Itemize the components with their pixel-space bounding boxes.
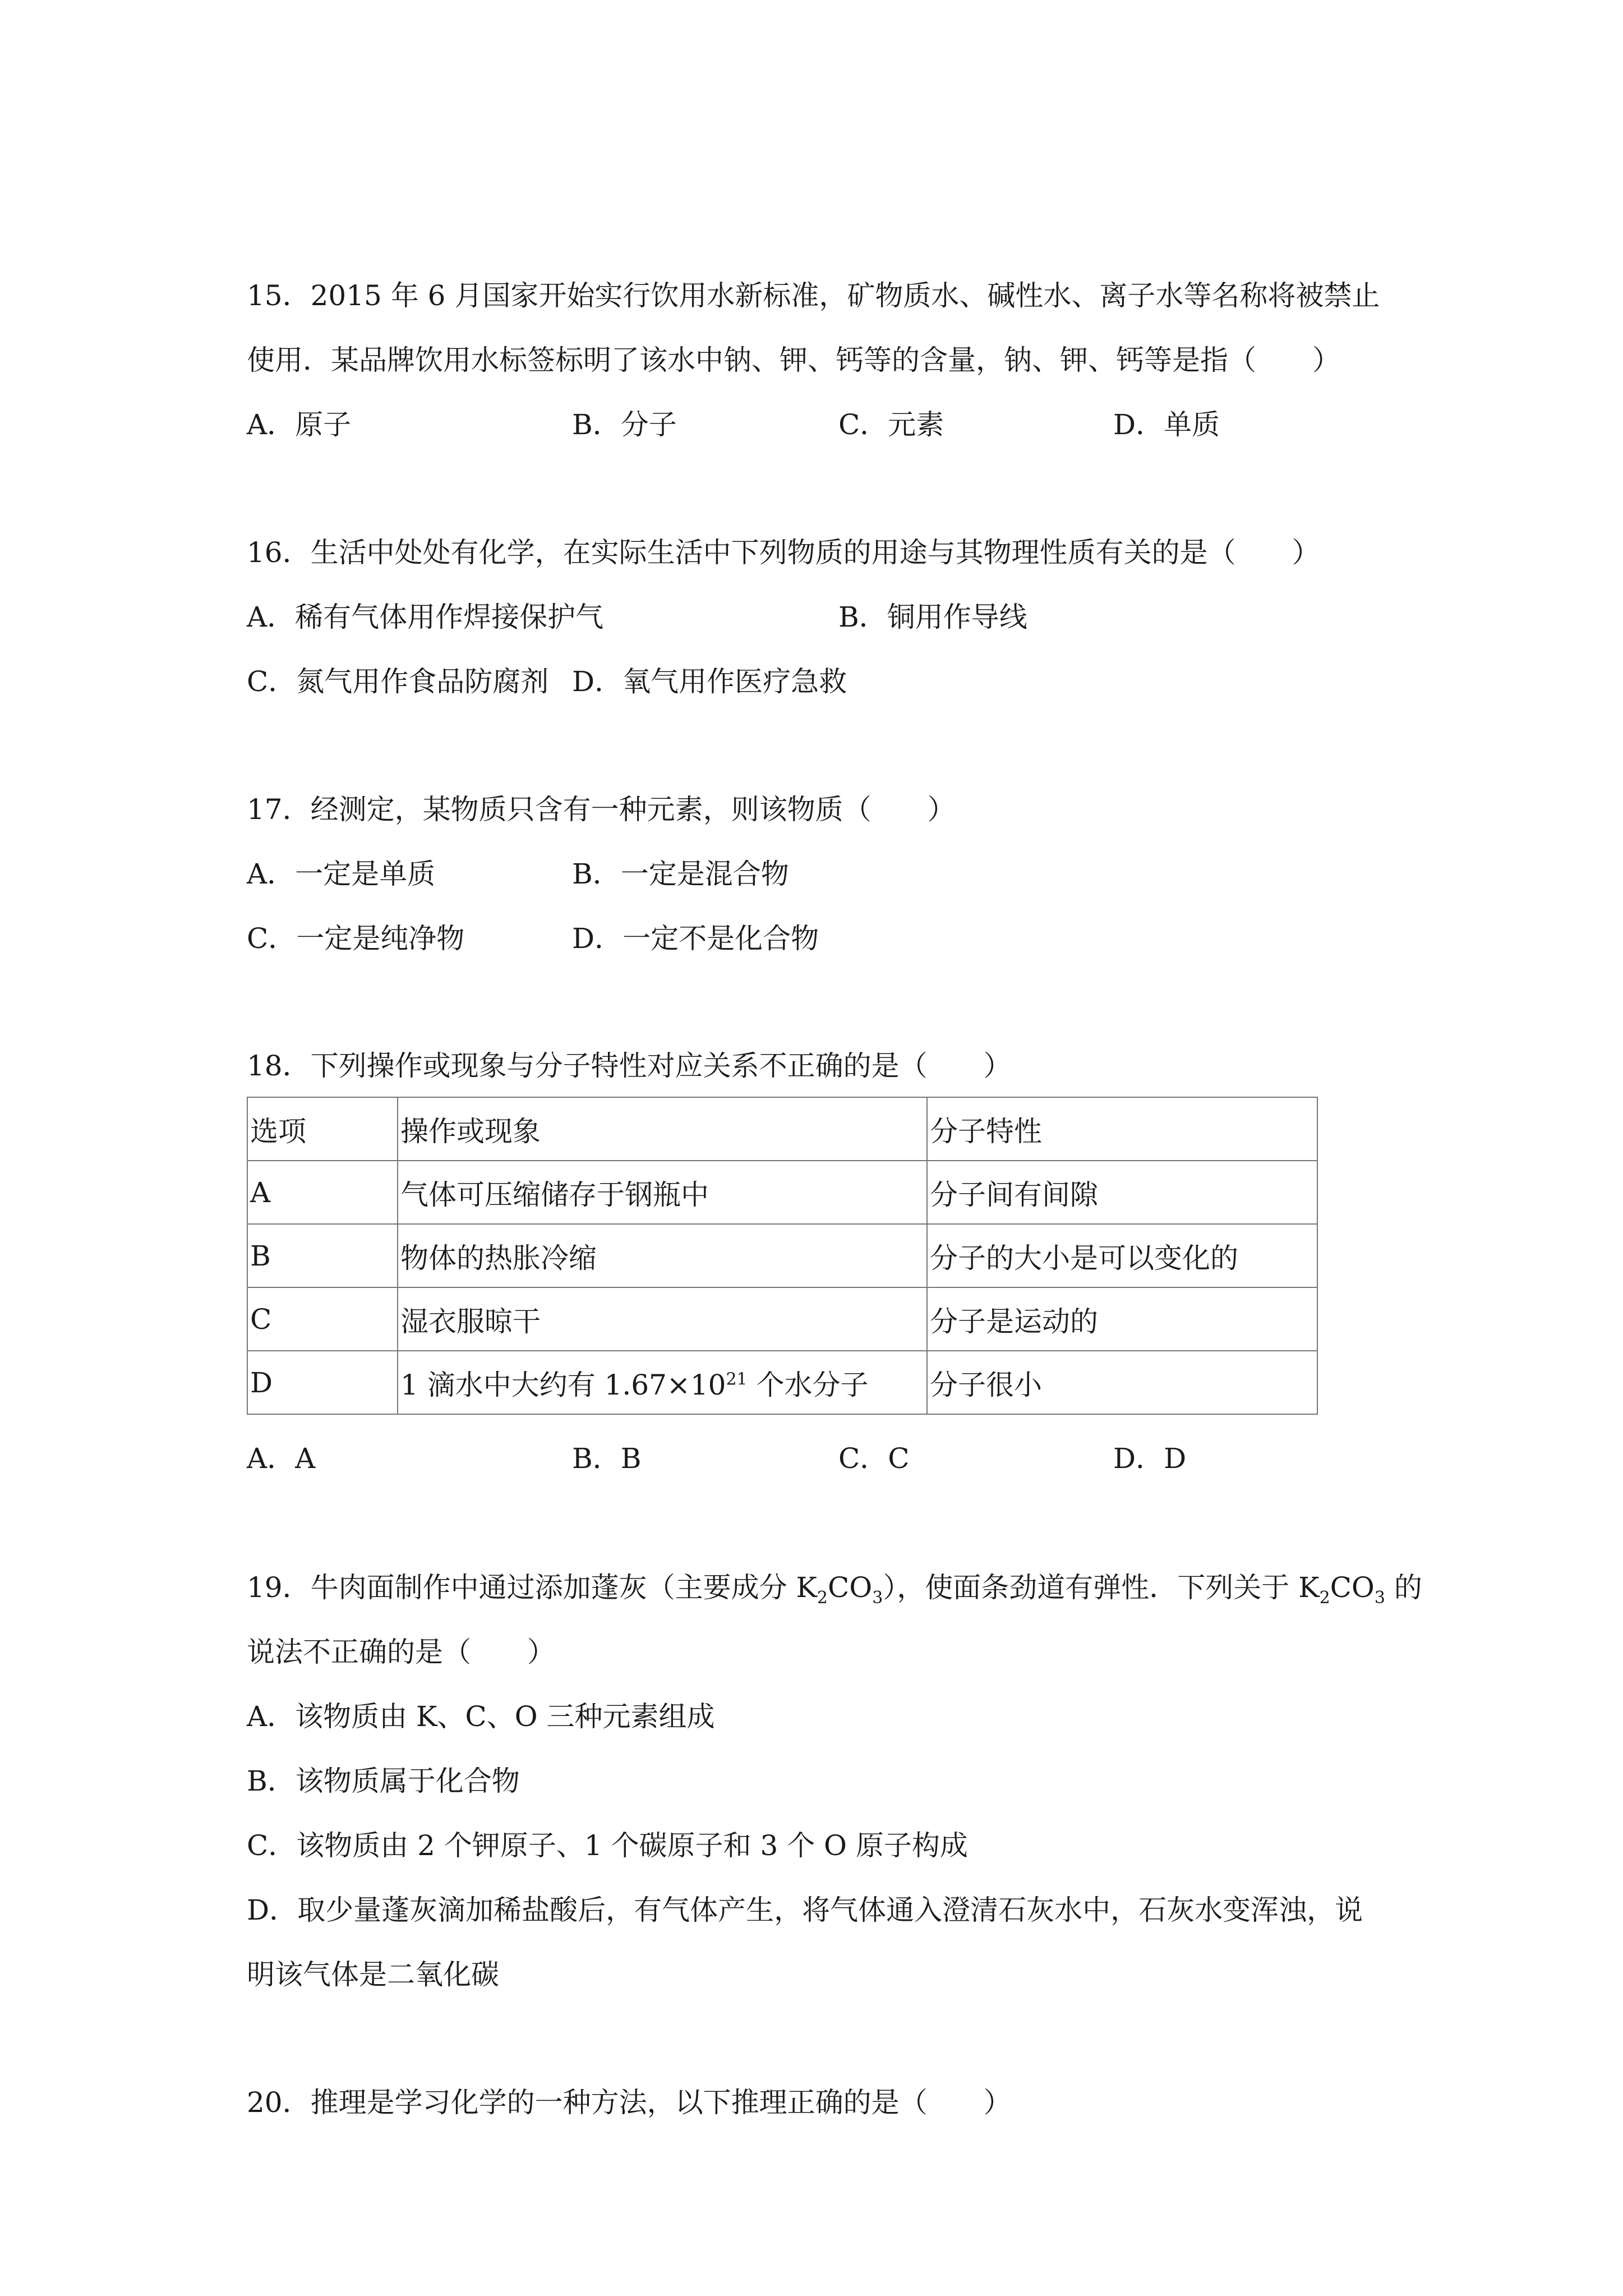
table-cell: 物体的热胀冷缩 <box>398 1224 927 1287</box>
q19-option-a: A．该物质由 K、C、O 三种元素组成 <box>247 1700 715 1733</box>
stem-text: 19．牛肉面制作中通过添加蓬灰（主要成分 K <box>247 1571 817 1604</box>
stem-text: ），使面条劲道有弹性．下列关于 K <box>883 1571 1320 1604</box>
q15-option-b: B．分子 <box>572 408 677 441</box>
q18-stem: 18．下列操作或现象与分子特性对应关系不正确的是（ ） <box>247 1050 1012 1082</box>
table-cell: C <box>247 1287 398 1351</box>
q18-table <box>247 1097 1318 1415</box>
q17-option-b: B．一定是混合物 <box>572 858 789 890</box>
table-header-cell: 操作或现象 <box>398 1097 927 1161</box>
table-row <box>247 1161 1317 1224</box>
q18-option-c: C．C <box>838 1442 910 1475</box>
q18-option-b: B．B <box>572 1442 642 1475</box>
q17-option-a: A．一定是单质 <box>247 858 436 890</box>
q19-option-d-line2: 明该气体是二氧化碳 <box>247 1958 499 1991</box>
subscript: 3 <box>1374 1588 1385 1608</box>
stem-text: CO <box>1330 1571 1375 1604</box>
q16-option-a: A．稀有气体用作焊接保护气 <box>247 601 604 633</box>
table-row <box>247 1351 1317 1414</box>
q17-option-c: C．一定是纯净物 <box>247 922 465 955</box>
table-header-row <box>247 1097 1317 1161</box>
subscript: 2 <box>817 1588 828 1608</box>
table-cell: 分子的大小是可以变化的 <box>927 1224 1317 1287</box>
q15-option-c: C．元素 <box>838 408 944 441</box>
q15-stem-line1: 15．2015 年 6 月国家开始实行饮用水新标准，矿物质水、碱性水、离子水等名称将被禁止 <box>247 279 1380 312</box>
table-cell: 分子是运动的 <box>927 1287 1317 1351</box>
q15-option-d: D．单质 <box>1113 408 1220 441</box>
q16-option-b: B．铜用作导线 <box>838 601 1027 633</box>
q20-stem: 20．推理是学习化学的一种方法，以下推理正确的是（ ） <box>247 2086 1012 2119</box>
q19-option-c: C．该物质由 2 个钾原子、1 个碳原子和 3 个 O 原子构成 <box>247 1829 968 1862</box>
table-cell: D <box>247 1351 398 1414</box>
q15-option-a: A．原子 <box>247 408 352 441</box>
table-cell: B <box>247 1224 398 1287</box>
table-cell: 气体可压缩储存于钢瓶中 <box>398 1161 927 1224</box>
subscript: 2 <box>1319 1588 1330 1608</box>
table-cell <box>398 1351 927 1414</box>
cell-text: 1 滴水中大约有 1.67×10 <box>400 1368 726 1401</box>
q17-stem: 17．经测定，某物质只含有一种元素，则该物质（ ） <box>247 793 956 826</box>
stem-text: 的 <box>1385 1571 1422 1604</box>
q16-stem: 16．生活中处处有化学，在实际生活中下列物质的用途与其物理性质有关的是（ ） <box>247 536 1320 569</box>
q19-option-b: B．该物质属于化合物 <box>247 1765 520 1797</box>
q17-option-d: D．一定不是化合物 <box>572 922 819 955</box>
q16-option-d: D．氧气用作医疗急救 <box>572 665 847 698</box>
table-cell: 分子很小 <box>927 1351 1317 1414</box>
q19-stem-line1 <box>247 1571 1422 1608</box>
stem-text: CO <box>827 1571 873 1604</box>
table-row <box>247 1224 1317 1287</box>
q18-option-a: A．A <box>247 1442 316 1475</box>
table-cell: A <box>247 1161 398 1224</box>
table-header-cell: 分子特性 <box>927 1097 1317 1161</box>
q18-option-d: D．D <box>1113 1442 1187 1475</box>
cell-text: 个水分子 <box>747 1368 869 1401</box>
table-cell: 湿衣服晾干 <box>398 1287 927 1351</box>
q15-stem-line2: 使用．某品牌饮用水标签标明了该水中钠、钾、钙等的含量，钠、钾、钙等是指（ ） <box>247 344 1340 376</box>
table-row <box>247 1287 1317 1351</box>
exponent: 21 <box>726 1369 748 1389</box>
q16-option-c: C．氮气用作食品防腐剂 <box>247 665 549 698</box>
q19-option-d-line1: D．取少量蓬灰滴加稀盐酸后，有气体产生，将气体通入澄清石灰水中，石灰水变浑浊，说 <box>247 1894 1363 1926</box>
subscript: 3 <box>872 1588 883 1608</box>
table-header-cell: 选项 <box>247 1097 398 1161</box>
q19-stem-line2: 说法不正确的是（ ） <box>247 1636 555 1668</box>
table-cell: 分子间有间隙 <box>927 1161 1317 1224</box>
